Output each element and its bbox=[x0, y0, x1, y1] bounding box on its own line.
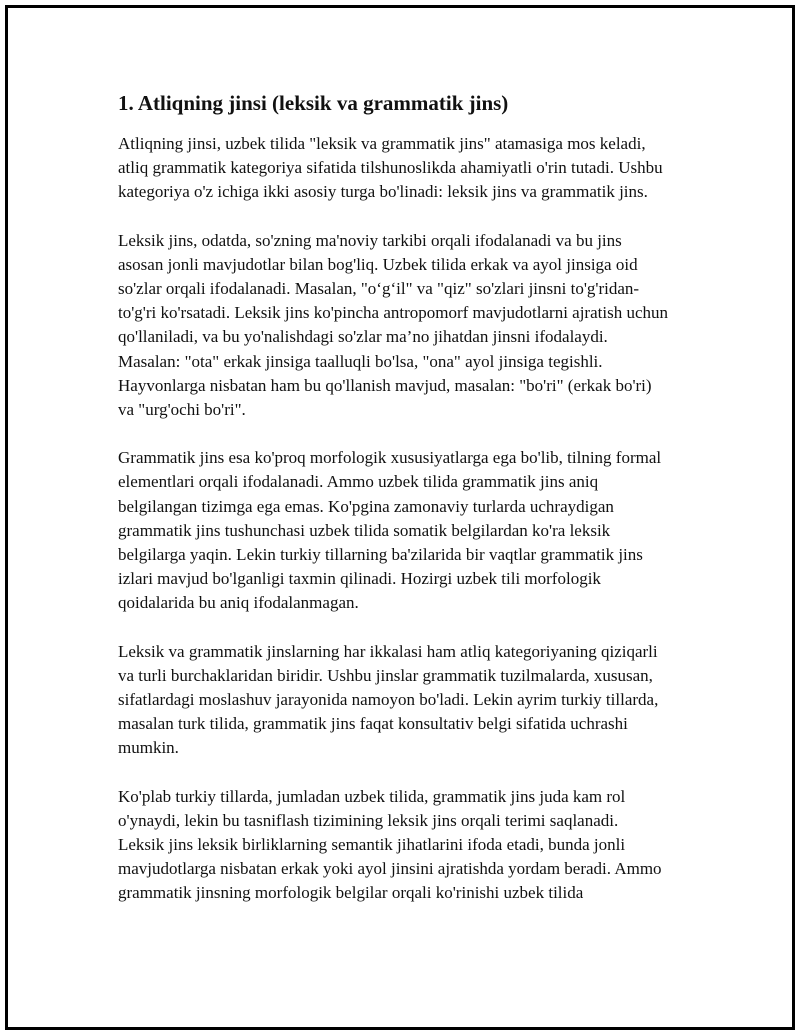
paragraph-turkic-languages: Ko'plab turkiy tillarda, jumladan uzbek tilida, grammatik jins juda kam rol o'ynaydi, lekin bu tasniflash tizimining leksik jins orqali terimi saqlanadi. Leksik jins leksik birliklarning semantik jihatlarini ifoda etadi, bunda jonli mavjudotlarga nisbatan erkak yoki ayol jinsini ajratishda yordam beradi. Ammo grammatik jinsning morfologik belgilar orqali ko'rinishi uzbek tilida bbox=[118, 786, 662, 903]
paragraph-grammatical-gender: Grammatik jins esa ko'proq morfologik xususiyatlarga ega bo'lib, tilning formal elementlari orqali ifodalanadi. Ammo uzbek tilida grammatik jins aniq belgilangan tizimga ega emas. Ko'pgina zamonaviy turlarda uchraydigan grammatik jins tushunchasi uzbek tilida somatik belgilardan ko'ra leksik belgilarga yaqin. Lekin turkiy tillarning ba'zilarida bir vaqtlar grammatik jins izlari mavjud bo'lganligi taxmin qilinadi. Hozirgi uzbek tili morfologik qoidalarida bu aniq ifodalanmagan. bbox=[118, 448, 662, 613]
section-heading: 1. Atliqning jinsi (leksik va grammatik jins) bbox=[118, 91, 509, 115]
paragraph-lexical-gender: Leksik jins, odatda, so'zning ma'noviy tarkibi orqali ifodalanadi va bu jins asosan jonli mavjudotlar bilan bog'liq. Uzbek tilida erkak va ayol jinsiga oid so'zlar orqali ifodalanadi. Masalan, "o‘g‘il" va "qiz" so'zlari jinsni to'g'ridan-to'g'ri ko'rsatadi. Leksik jins ko'pincha antropomorf mavjudotlarni ajratish uchun qo'llaniladi, va bu yo'nalishdagi so'zlar ma’no jihatdan jinsni ifodalaydi. Masalan: "ota" erkak jinsiga taalluqli bo'lsa, "ona" ayol jinsiga tegishli. Hayvonlarga nisbatan ham bu qo'llanish mavjud, masalan: "bo'ri" (erkak bo'ri) va "urg'ochi bo'ri". bbox=[118, 230, 668, 420]
paragraph-comparison: Leksik va grammatik jinslarning har ikkalasi ham atliq kategoriyaning qiziqarli va turli burchaklaridan biridir. Ushbu jinslar grammatik tuzilmalarda, xususan, sifatlardagi moslashuv jarayonida namoyon bo'ladi. Lekin ayrim turkiy tillarda, masalan turk tilida, grammatik jins faqat konsultativ belgi sifatida uchrashi mumkin. bbox=[118, 641, 659, 758]
document-body bbox=[118, 90, 668, 930]
paragraph-intro: Atliqning jinsi, uzbek tilida "leksik va grammatik jins" atamasiga mos keladi, atliq grammatik kategoriya sifatida tilshunoslikda ahamiyatli o'rin tutadi. Ushbu kategoriya o'z ichiga ikki asosiy turga bo'linadi: leksik jins va grammatik jins. bbox=[118, 134, 663, 202]
